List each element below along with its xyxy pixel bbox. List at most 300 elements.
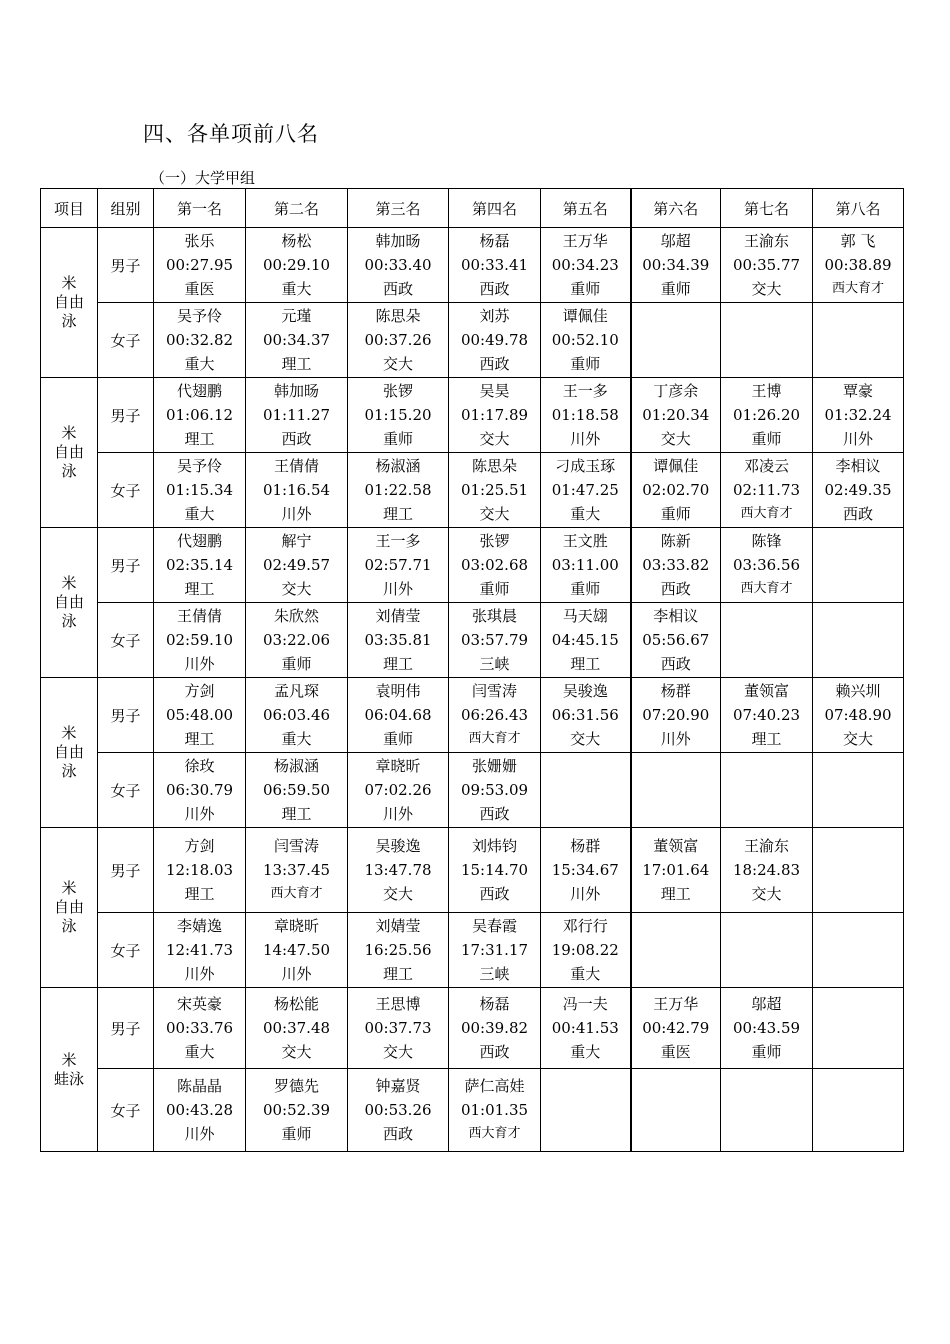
swimmer-name: 章晓昕 <box>375 757 421 775</box>
result-cell <box>154 528 246 603</box>
swimmer-name: 方剑 <box>184 682 215 700</box>
swimmer-team: 理工 <box>382 505 413 523</box>
result-cell <box>246 228 348 303</box>
result-cell <box>721 528 813 603</box>
swimmer-name: 陈思朵 <box>375 307 421 325</box>
swimmer-name: 王一多 <box>375 532 421 550</box>
result-cell <box>348 228 449 303</box>
result-cell <box>348 528 449 603</box>
result-cell <box>631 228 721 303</box>
swimmer-team: 重大 <box>570 505 601 523</box>
swimmer-time: 05:56.67 <box>642 631 710 649</box>
swimmer-time: 17:01.64 <box>642 861 710 879</box>
result-cell <box>348 378 449 453</box>
group-label: 男子 <box>98 528 154 603</box>
swimmer-name: 袁明伟 <box>375 682 421 700</box>
swimmer-name: 朱欣然 <box>273 607 319 625</box>
group-label: 男子 <box>98 678 154 753</box>
result-cell <box>154 988 246 1069</box>
swimmer-name: 解宁 <box>281 532 312 550</box>
event-label-line: 泳 <box>61 462 77 480</box>
result-cell <box>246 753 348 828</box>
swimmer-time: 01:15.34 <box>165 481 234 499</box>
result-cell <box>154 1069 246 1152</box>
swimmer-team: 交大 <box>281 580 312 598</box>
swimmer-team: 理工 <box>184 580 215 598</box>
swimmer-time: 06:31.56 <box>551 706 619 724</box>
result-cell <box>721 303 813 378</box>
swimmer-name: 王思博 <box>375 995 421 1013</box>
result-row <box>41 988 904 1069</box>
swimmer-time: 00:32.82 <box>165 331 234 349</box>
result-cell <box>721 988 813 1069</box>
result-cell <box>721 378 813 453</box>
swimmer-team: 交大 <box>281 1043 312 1061</box>
swimmer-name: 董领富 <box>743 682 789 700</box>
swimmer-name: 杨松能 <box>273 995 319 1013</box>
swimmer-time: 01:01.35 <box>460 1101 529 1119</box>
result-row <box>41 528 904 603</box>
swimmer-name: 王渝东 <box>743 837 789 855</box>
result-row <box>41 303 904 378</box>
result-cell <box>631 753 721 828</box>
swimmer-time: 00:42.79 <box>642 1019 710 1037</box>
swimmer-time: 02:49.57 <box>262 556 331 574</box>
swimmer-name: 钟嘉贤 <box>375 1077 421 1095</box>
swimmer-name: 陈锋 <box>751 532 782 550</box>
swimmer-team: 西政 <box>479 355 510 373</box>
result-cell <box>246 528 348 603</box>
swimmer-name: 马天翃 <box>562 607 608 625</box>
swimmer-name: 李相议 <box>835 457 881 475</box>
result-cell <box>813 453 904 528</box>
swimmer-name: 杨磊 <box>479 232 510 250</box>
swimmer-team: 川外 <box>184 655 215 673</box>
swimmer-time: 00:43.59 <box>732 1019 801 1037</box>
swimmer-team: 三峡 <box>479 965 510 983</box>
swimmer-time: 01:32.24 <box>824 406 892 424</box>
swimmer-name: 刁成玉琢 <box>555 457 616 475</box>
group-label: 男子 <box>98 378 154 453</box>
result-cell <box>348 453 449 528</box>
header-rank-5: 第五名 <box>541 189 631 228</box>
result-cell <box>721 678 813 753</box>
swimmer-team: 交大 <box>751 885 782 903</box>
event-label-line: 米 <box>61 424 77 442</box>
swimmer-name: 吴予伶 <box>176 457 222 475</box>
result-cell <box>449 828 541 913</box>
result-cell <box>813 303 904 378</box>
swimmer-team: 交大 <box>660 430 691 448</box>
swimmer-team: 西大育才 <box>831 281 884 296</box>
swimmer-team: 西政 <box>281 430 312 448</box>
result-cell <box>348 303 449 378</box>
result-cell <box>348 603 449 678</box>
swimmer-team: 重师 <box>479 580 510 598</box>
swimmer-team: 重师 <box>660 280 691 298</box>
result-cell <box>348 753 449 828</box>
result-cell <box>813 603 904 678</box>
swimmer-time: 07:02.26 <box>364 781 432 799</box>
result-row <box>41 913 904 988</box>
swimmer-name: 代翅鹏 <box>176 382 222 400</box>
result-cell <box>541 303 631 378</box>
header-rank-2: 第二名 <box>246 189 348 228</box>
swimmer-team: 川外 <box>184 1125 215 1143</box>
swimmer-time: 00:34.37 <box>262 331 331 349</box>
result-cell <box>631 528 721 603</box>
swimmer-time: 03:33.82 <box>642 556 710 574</box>
swimmer-team: 川外 <box>281 505 312 523</box>
swimmer-name: 邬超 <box>660 232 691 250</box>
swimmer-name: 王倩倩 <box>273 457 319 475</box>
swimmer-time: 00:27.95 <box>165 256 234 274</box>
swimmer-team: 重师 <box>570 580 601 598</box>
result-cell <box>246 603 348 678</box>
result-cell <box>813 528 904 603</box>
swimmer-name: 冯一夫 <box>562 995 608 1013</box>
swimmer-team: 川外 <box>570 885 601 903</box>
swimmer-team: 理工 <box>660 885 691 903</box>
swimmer-team: 重师 <box>382 730 413 748</box>
swimmer-team: 西大育才 <box>270 886 323 901</box>
swimmer-team: 西政 <box>479 280 510 298</box>
swimmer-time: 07:40.23 <box>732 706 801 724</box>
swimmer-name: 元瑾 <box>281 307 312 325</box>
swimmer-time: 06:03.46 <box>262 706 331 724</box>
result-cell <box>541 988 631 1069</box>
swimmer-team: 重师 <box>281 655 312 673</box>
swimmer-name: 王博 <box>751 382 782 400</box>
result-cell <box>813 228 904 303</box>
swimmer-time: 00:34.39 <box>642 256 710 274</box>
swimmer-time: 00:34.23 <box>551 256 619 274</box>
result-cell <box>246 1069 348 1152</box>
result-cell <box>631 603 721 678</box>
swimmer-name: 覃豪 <box>842 382 873 400</box>
swimmer-team: 西政 <box>479 1043 510 1061</box>
swimmer-team: 川外 <box>281 965 312 983</box>
event-label <box>41 988 98 1152</box>
swimmer-name: 邓凌云 <box>743 457 789 475</box>
swimmer-time: 01:20.34 <box>642 406 710 424</box>
swimmer-name: 刘倩莹 <box>375 607 421 625</box>
event-label-line: 自由 <box>53 293 84 311</box>
swimmer-name: 陈晶晶 <box>176 1077 222 1095</box>
event-label-line: 米 <box>61 879 77 897</box>
swimmer-time: 00:33.41 <box>460 256 529 274</box>
swimmer-time: 13:37.45 <box>262 861 331 879</box>
event-label-line: 蛙泳 <box>53 1069 84 1088</box>
header-event: 项目 <box>41 189 98 228</box>
swimmer-name: 杨淑涵 <box>375 457 421 475</box>
group-label: 女子 <box>98 913 154 988</box>
swimmer-time: 01:25.51 <box>460 481 529 499</box>
swimmer-time: 01:18.58 <box>551 406 619 424</box>
event-label <box>41 528 98 678</box>
swimmer-team: 理工 <box>281 355 312 373</box>
header-rank-8: 第八名 <box>813 189 904 228</box>
swimmer-team: 川外 <box>570 430 601 448</box>
swimmer-name: 杨磊 <box>479 995 510 1013</box>
result-cell <box>246 678 348 753</box>
swimmer-team: 重师 <box>382 430 413 448</box>
swimmer-time: 02:35.14 <box>165 556 234 574</box>
result-cell <box>154 228 246 303</box>
swimmer-time: 02:49.35 <box>824 481 892 499</box>
swimmer-time: 06:30.79 <box>165 781 234 799</box>
swimmer-time: 00:41.53 <box>551 1019 619 1037</box>
swimmer-time: 09:53.09 <box>460 781 529 799</box>
swimmer-time: 02:59.10 <box>165 631 234 649</box>
header-rank-6: 第六名 <box>631 189 721 228</box>
swimmer-time: 00:37.26 <box>364 331 432 349</box>
swimmer-name: 吴昊 <box>479 382 510 400</box>
result-cell <box>246 828 348 913</box>
result-cell <box>541 603 631 678</box>
swimmer-name: 张乐 <box>184 232 215 250</box>
event-label-line: 泳 <box>61 312 77 330</box>
swimmer-name: 张琪晨 <box>471 607 517 625</box>
swimmer-time: 03:35.81 <box>364 631 432 649</box>
swimmer-team: 重师 <box>751 430 782 448</box>
swimmer-name: 罗德先 <box>273 1077 319 1095</box>
swimmer-time: 12:18.03 <box>165 861 234 879</box>
swimmer-time: 01:47.25 <box>551 481 619 499</box>
result-cell <box>813 678 904 753</box>
header-group: 组别 <box>98 189 154 228</box>
swimmer-time: 04:45.15 <box>551 631 619 649</box>
swimmer-team: 理工 <box>184 885 215 903</box>
header-rank-4: 第四名 <box>449 189 541 228</box>
swimmer-time: 06:26.43 <box>460 706 529 724</box>
swimmer-team: 重大 <box>184 505 215 523</box>
swimmer-name: 杨群 <box>660 682 691 700</box>
group-label: 男子 <box>98 828 154 913</box>
swimmer-name: 刘苏 <box>479 307 510 325</box>
swimmer-team: 西政 <box>479 805 510 823</box>
swimmer-time: 14:47.50 <box>262 941 331 959</box>
result-cell <box>541 453 631 528</box>
swimmer-name: 王渝东 <box>743 232 789 250</box>
result-cell <box>813 378 904 453</box>
swimmer-name: 王文胜 <box>562 532 608 550</box>
event-label <box>41 378 98 528</box>
event-label-line: 自由 <box>53 593 84 611</box>
event-label-line: 米 <box>61 574 77 592</box>
swimmer-name: 吴骏逸 <box>562 682 608 700</box>
swimmer-time: 19:08.22 <box>551 941 619 959</box>
swimmer-name: 王万华 <box>653 995 699 1013</box>
result-cell <box>541 228 631 303</box>
result-cell <box>449 603 541 678</box>
result-cell <box>631 988 721 1069</box>
result-row <box>41 228 904 303</box>
result-cell <box>541 378 631 453</box>
swimmer-team: 重师 <box>570 355 601 373</box>
result-row <box>41 678 904 753</box>
header-rank-1: 第一名 <box>154 189 246 228</box>
result-cell <box>449 913 541 988</box>
swimmer-name: 吴春霞 <box>471 917 517 935</box>
swimmer-team: 重大 <box>184 1043 215 1061</box>
swimmer-name: 闫雪涛 <box>273 837 319 855</box>
swimmer-name: 刘炜钧 <box>471 837 517 855</box>
swimmer-name: 代翅鹏 <box>176 532 222 550</box>
result-cell <box>154 753 246 828</box>
group-label: 女子 <box>98 603 154 678</box>
group-label: 女子 <box>98 753 154 828</box>
result-cell <box>541 528 631 603</box>
result-cell <box>721 228 813 303</box>
swimmer-time: 01:15.20 <box>364 406 432 424</box>
swimmer-name: 陈新 <box>660 532 691 550</box>
result-cell <box>348 678 449 753</box>
swimmer-time: 07:20.90 <box>642 706 710 724</box>
swimmer-team: 重师 <box>660 505 691 523</box>
swimmer-time: 01:16.54 <box>262 481 331 499</box>
result-cell <box>721 913 813 988</box>
swimmer-team: 理工 <box>281 805 312 823</box>
swimmer-time: 02:57.71 <box>364 556 432 574</box>
event-label-line: 自由 <box>53 443 84 461</box>
result-cell <box>154 913 246 988</box>
result-cell <box>813 828 904 913</box>
swimmer-time: 00:49.78 <box>460 331 529 349</box>
swimmer-time: 00:37.48 <box>262 1019 331 1037</box>
group-label: 女子 <box>98 453 154 528</box>
swimmer-time: 07:48.90 <box>824 706 892 724</box>
swimmer-team: 交大 <box>479 430 510 448</box>
group-label: 男子 <box>98 228 154 303</box>
swimmer-team: 西政 <box>660 580 691 598</box>
result-cell <box>246 988 348 1069</box>
swimmer-name: 邬超 <box>751 995 782 1013</box>
swimmer-name: 王万华 <box>562 232 608 250</box>
swimmer-name: 杨松 <box>281 232 312 250</box>
swimmer-team: 交大 <box>382 885 413 903</box>
swimmer-time: 12:41.73 <box>165 941 234 959</box>
swimmer-time: 00:35.77 <box>732 256 801 274</box>
swimmer-time: 00:29.10 <box>262 256 331 274</box>
result-cell <box>348 828 449 913</box>
swimmer-time: 00:43.28 <box>165 1101 234 1119</box>
result-cell <box>154 453 246 528</box>
swimmer-name: 方剑 <box>184 837 215 855</box>
swimmer-team: 交大 <box>382 355 413 373</box>
result-cell <box>541 678 631 753</box>
result-cell <box>631 678 721 753</box>
page-title: 四、各单项前八名 <box>143 122 319 146</box>
result-cell <box>348 988 449 1069</box>
swimmer-team: 理工 <box>570 655 601 673</box>
swimmer-team: 重师 <box>570 280 601 298</box>
swimmer-team: 重大 <box>570 965 601 983</box>
result-row <box>41 1069 904 1152</box>
group-label: 女子 <box>98 303 154 378</box>
swimmer-time: 06:04.68 <box>364 706 432 724</box>
result-cell <box>631 1069 721 1152</box>
swimmer-time: 17:31.17 <box>460 941 529 959</box>
event-label-line: 自由 <box>53 898 84 916</box>
swimmer-time: 00:53.26 <box>364 1101 432 1119</box>
swimmer-name: 杨淑涵 <box>273 757 319 775</box>
result-cell <box>721 753 813 828</box>
swimmer-time: 03:11.00 <box>551 556 619 574</box>
swimmer-name: 李相议 <box>653 607 699 625</box>
result-cell <box>541 913 631 988</box>
event-label-line: 米 <box>61 274 77 292</box>
swimmer-team: 川外 <box>382 805 413 823</box>
result-cell <box>449 378 541 453</box>
swimmer-team: 交大 <box>479 505 510 523</box>
event-label-line: 米 <box>61 1050 77 1069</box>
swimmer-team: 川外 <box>382 580 413 598</box>
result-cell <box>449 453 541 528</box>
result-row <box>41 828 904 913</box>
swimmer-team: 西大育才 <box>740 506 793 521</box>
event-label <box>41 678 98 828</box>
swimmer-team: 重大 <box>184 355 215 373</box>
swimmer-name: 王一多 <box>562 382 608 400</box>
swimmer-team: 川外 <box>184 965 215 983</box>
result-cell <box>631 828 721 913</box>
swimmer-time: 02:02.70 <box>642 481 710 499</box>
swimmer-name: 董领富 <box>653 837 699 855</box>
swimmer-time: 03:57.79 <box>460 631 529 649</box>
group-label: 女子 <box>98 1069 154 1152</box>
swimmer-name: 张锣 <box>479 532 510 550</box>
result-cell <box>541 753 631 828</box>
swimmer-team: 交大 <box>570 730 601 748</box>
event-label <box>41 828 98 988</box>
swimmer-name: 吴骏逸 <box>375 837 421 855</box>
swimmer-name: 韩加旸 <box>375 232 421 250</box>
header-row <box>41 189 904 228</box>
event-label-line: 米 <box>61 724 77 742</box>
result-cell <box>541 1069 631 1152</box>
swimmer-team: 川外 <box>842 430 873 448</box>
group-label: 男子 <box>98 988 154 1069</box>
swimmer-team: 川外 <box>660 730 691 748</box>
section-subtitle: （一）大学甲组 <box>150 169 256 187</box>
swimmer-team: 重医 <box>660 1043 691 1061</box>
swimmer-name: 徐玫 <box>184 757 215 775</box>
swimmer-team: 西政 <box>479 885 510 903</box>
result-cell <box>721 1069 813 1152</box>
result-cell <box>449 528 541 603</box>
swimmer-time: 00:33.76 <box>165 1019 234 1037</box>
swimmer-time: 13:47.78 <box>364 861 432 879</box>
swimmer-name: 谭佩佳 <box>653 457 699 475</box>
swimmer-team: 理工 <box>751 730 782 748</box>
result-cell <box>348 913 449 988</box>
swimmer-time: 05:48.00 <box>165 706 234 724</box>
result-cell <box>541 828 631 913</box>
result-cell <box>154 678 246 753</box>
swimmer-time: 01:22.58 <box>364 481 432 499</box>
result-cell <box>449 988 541 1069</box>
result-cell <box>631 378 721 453</box>
result-cell <box>449 1069 541 1152</box>
swimmer-team: 理工 <box>382 965 413 983</box>
result-cell <box>154 603 246 678</box>
swimmer-time: 00:52.39 <box>262 1101 331 1119</box>
swimmer-name: 郭 飞 <box>840 232 876 250</box>
swimmer-time: 00:33.40 <box>364 256 432 274</box>
swimmer-name: 韩加旸 <box>273 382 319 400</box>
swimmer-team: 三峡 <box>479 655 510 673</box>
